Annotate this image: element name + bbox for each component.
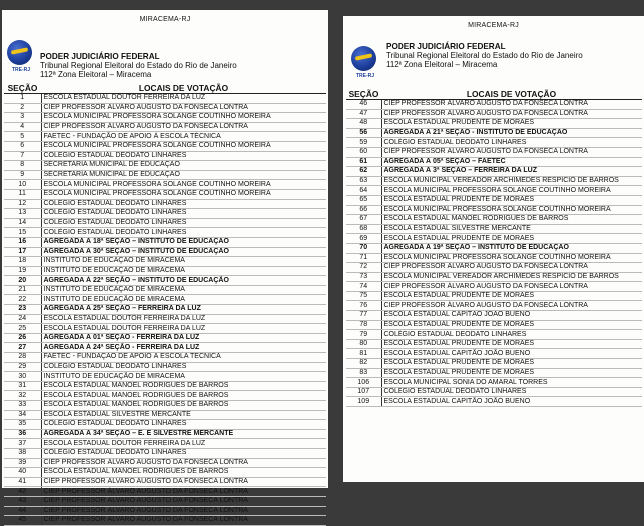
local-cell: AGREGADA À 18ª SEÇÃO – INSTITUTO DE EDUCAÇÃO xyxy=(41,237,326,247)
table-row xyxy=(346,109,642,119)
table-row xyxy=(346,234,642,244)
local-cell: COLÉGIO ESTADUAL DEODATO LINHARES xyxy=(41,420,326,430)
table-row xyxy=(346,397,642,407)
secao-cell: 74 xyxy=(346,282,381,292)
table-row xyxy=(4,381,326,391)
table-row xyxy=(4,439,326,449)
table-row xyxy=(4,113,326,123)
secao-cell: 29 xyxy=(4,362,41,372)
table-row xyxy=(4,141,326,151)
local-cell: COLÉGIO ESTADUAL DEODATO LINHARES xyxy=(41,362,326,372)
secao-cell: 65 xyxy=(346,195,381,205)
table-row xyxy=(4,170,326,180)
local-cell: ESCOLA ESTADUAL MANOEL RODRIGUES DE BARROS xyxy=(41,391,326,401)
secao-cell: 3 xyxy=(4,113,41,123)
local-cell: AGREGADA À 25ª SEÇÃO – FERREIRA DA LUZ xyxy=(41,305,326,315)
table-row xyxy=(4,247,326,257)
local-cell: CIEP PROFESSOR ÁLVARO AUGUSTO DA FONSECA LONTRA xyxy=(41,506,326,516)
table-row xyxy=(346,311,642,321)
table-row xyxy=(4,276,326,286)
local-cell: ESCOLA ESTADUAL DOUTOR FERREIRA DA LUZ xyxy=(41,324,326,334)
local-cell: AGREGADA À 22ª SEÇÃO – INSTITUTO DE EDUCAÇÃO xyxy=(41,276,326,286)
table-row xyxy=(4,429,326,439)
secao-cell: 15 xyxy=(4,228,41,238)
secao-cell: 66 xyxy=(346,205,381,215)
local-cell: ESCOLA ESTADUAL SILVESTRE MERCANTE xyxy=(41,410,326,420)
table-row xyxy=(4,410,326,420)
table-row xyxy=(346,378,642,388)
table-row xyxy=(346,301,642,311)
secao-cell: 80 xyxy=(346,339,381,349)
table-row xyxy=(4,161,326,171)
table-row xyxy=(4,362,326,372)
table-row xyxy=(346,291,642,301)
local-cell: COLÉGIO ESTADUAL DEODATO LINHARES xyxy=(41,228,326,238)
secao-cell: 19 xyxy=(4,266,41,276)
secao-cell: 44 xyxy=(4,506,41,516)
secao-cell: 37 xyxy=(4,439,41,449)
col-header-secao: SEÇÃO xyxy=(346,88,381,100)
table-row xyxy=(346,263,642,273)
secao-cell: 1 xyxy=(4,94,41,104)
local-cell: ESCOLA ESTADUAL MANOEL RODRIGUES DE BARROS xyxy=(41,381,326,391)
header-line1: PODER JUDICIÁRIO FEDERAL xyxy=(40,52,160,61)
table-row xyxy=(346,243,642,253)
secao-cell: 30 xyxy=(4,372,41,382)
table-row xyxy=(346,100,642,110)
local-cell: ESCOLA ESTADUAL PRUDENTE DE MORAES xyxy=(381,359,642,369)
table-row xyxy=(4,516,326,526)
header-line2: Tribunal Regional Eleitoral do Estado do Rio de Janeiro xyxy=(386,51,583,60)
table-row xyxy=(346,339,642,349)
local-cell: AGREGADA À 19ª SEÇÃO – INSTITUTO DE EDUCAÇÃO xyxy=(381,243,642,253)
secao-cell: 27 xyxy=(4,343,41,353)
local-cell: COLÉGIO ESTADUAL DEODATO LINHARES xyxy=(41,199,326,209)
table-row xyxy=(4,372,326,382)
local-cell: SECRETARIA MUNICIPAL DE EDUCAÇÃO xyxy=(41,161,326,171)
local-cell: ESCOLA MUNICIPAL SONIA DO AMARAL TORRES xyxy=(381,378,642,388)
table-row xyxy=(346,282,642,292)
local-cell: ESCOLA MUNICIPAL PROFESSORA SOLANGE COUTINHO MOREIRA xyxy=(381,253,642,263)
secao-cell: 34 xyxy=(4,410,41,420)
secao-cell: 7 xyxy=(4,151,41,161)
secao-cell: 56 xyxy=(346,128,381,138)
local-cell: COLÉGIO ESTADUAL DEODATO LINHARES xyxy=(41,151,326,161)
header-line2: Tribunal Regional Eleitoral do Estado do Rio de Janeiro xyxy=(40,61,237,70)
local-cell: ESCOLA ESTADUAL PRUDENTE DE MORAES xyxy=(381,291,642,301)
local-cell: ESCOLA MUNICIPAL PROFESSORA SOLANGE COUTINHO MOREIRA xyxy=(381,186,642,196)
table-row xyxy=(346,387,642,397)
city-label: MIRACEMA-RJ xyxy=(139,16,191,23)
local-cell: ESCOLA ESTADUAL PRUDENTE DE MORAES xyxy=(381,339,642,349)
local-cell: FAETEC - FUNDAÇÃO DE APOIO À ESCOLA TÉCNICA xyxy=(41,353,326,363)
local-cell: INSTITUTO DE EDUCAÇÃO DE MIRACEMA xyxy=(41,285,326,295)
table-row xyxy=(4,333,326,343)
table-row xyxy=(346,320,642,330)
table-row xyxy=(346,224,642,234)
secao-cell: 109 xyxy=(346,397,381,407)
local-cell: ESCOLA ESTADUAL PRUDENTE DE MORAES xyxy=(381,234,642,244)
secao-cell: 59 xyxy=(346,138,381,148)
table-row xyxy=(4,94,326,104)
table-row xyxy=(4,266,326,276)
local-cell: SECRETARIA MUNICIPAL DE EDUCAÇÃO xyxy=(41,170,326,180)
table-row xyxy=(4,122,326,132)
secao-cell: 26 xyxy=(4,333,41,343)
logo-label: TRE-RJ xyxy=(11,67,31,73)
local-cell: COLÉGIO ESTADUAL DEODATO LINHARES xyxy=(41,209,326,219)
polling-table-left xyxy=(4,82,326,526)
table-row xyxy=(346,186,642,196)
local-cell: CIEP PROFESSOR ÁLVARO AUGUSTO DA FONSECA LONTRA xyxy=(41,487,326,497)
table-row xyxy=(346,368,642,378)
table-row xyxy=(346,157,642,167)
secao-cell: 28 xyxy=(4,353,41,363)
table-row xyxy=(346,119,642,129)
secao-cell: 39 xyxy=(4,458,41,468)
secao-cell: 36 xyxy=(4,429,41,439)
secao-cell: 42 xyxy=(4,487,41,497)
table-row xyxy=(346,359,642,369)
table-row xyxy=(4,199,326,209)
table-row xyxy=(4,228,326,238)
table-row xyxy=(4,343,326,353)
local-cell: ESCOLA MUNICIPAL VEREADOR ARCHIMEDES RESPÍCIO DE BARROS xyxy=(381,176,642,186)
secao-cell: 67 xyxy=(346,215,381,225)
table-row xyxy=(4,180,326,190)
secao-cell: 33 xyxy=(4,401,41,411)
secao-cell: 18 xyxy=(4,257,41,267)
table-row xyxy=(346,253,642,263)
local-cell: AGREGADA À 05ª SEÇÃO – FAETEC xyxy=(381,157,642,167)
table-row xyxy=(4,218,326,228)
secao-cell: 17 xyxy=(4,247,41,257)
col-header-locais: LOCAIS DE VOTAÇÃO xyxy=(41,82,326,94)
secao-cell: 16 xyxy=(4,237,41,247)
header-line3: 112ª Zona Eleitoral – Miracema xyxy=(386,60,498,69)
secao-cell: 25 xyxy=(4,324,41,334)
table-row xyxy=(4,314,326,324)
local-cell: INSTITUTO DE EDUCAÇÃO DE MIRACEMA xyxy=(41,372,326,382)
table-row xyxy=(346,138,642,148)
secao-cell: 24 xyxy=(4,314,41,324)
local-cell: ESCOLA MUNICIPAL PROFESSORA SOLANGE COUTINHO MOREIRA xyxy=(41,113,326,123)
table-row xyxy=(4,103,326,113)
secao-cell: 6 xyxy=(4,141,41,151)
local-cell: ESCOLA ESTADUAL PRUDENTE DE MORAES xyxy=(381,320,642,330)
table-row xyxy=(346,330,642,340)
table-row xyxy=(4,237,326,247)
local-cell: ESCOLA ESTADUAL MANOEL RODRIGUES DE BARROS xyxy=(41,401,326,411)
col-header-locais: LOCAIS DE VOTAÇÃO xyxy=(381,88,642,100)
local-cell: ESCOLA ESTADUAL SILVESTRE MERCANTE xyxy=(381,224,642,234)
header-block xyxy=(386,42,583,69)
secao-cell: 48 xyxy=(346,119,381,129)
table-row xyxy=(4,324,326,334)
table-row xyxy=(4,401,326,411)
local-cell: CIEP PROFESSOR ÁLVARO AUGUSTO DA FONSECA LONTRA xyxy=(41,458,326,468)
table-row xyxy=(346,176,642,186)
table-row xyxy=(4,189,326,199)
local-cell: COLÉGIO ESTADUAL DEODATO LINHARES xyxy=(381,330,642,340)
secao-cell: 22 xyxy=(4,295,41,305)
local-cell: CIEP PROFESSOR ÁLVARO AUGUSTO DA FONSECA LONTRA xyxy=(381,282,642,292)
table-row xyxy=(4,506,326,516)
local-cell: AGREGADA À 21ª SEÇÃO - INSTITUTO DE EDUCAÇÃO xyxy=(381,128,642,138)
local-cell: AGREGADA À 3ª SEÇÃO – FERREIRA DA LUZ xyxy=(381,167,642,177)
secao-cell: 60 xyxy=(346,147,381,157)
secao-cell: 71 xyxy=(346,253,381,263)
local-cell: CIEP PROFESSOR ÁLVARO AUGUSTO DA FONSECA LONTRA xyxy=(41,103,326,113)
secao-cell: 107 xyxy=(346,387,381,397)
logo-label: TRE-RJ xyxy=(355,73,375,79)
local-cell: INSTITUTO DE EDUCAÇÃO DE MIRACEMA xyxy=(41,295,326,305)
secao-cell: 64 xyxy=(346,186,381,196)
secao-cell: 8 xyxy=(4,161,41,171)
secao-cell: 35 xyxy=(4,420,41,430)
local-cell: ESCOLA MUNICIPAL VEREADOR ARCHIMEDES RESPÍCIO DE BARROS xyxy=(381,272,642,282)
local-cell: COLÉGIO ESTADUAL DEODATO LINHARES xyxy=(41,448,326,458)
local-cell: CIEP PROFESSOR ÁLVARO AUGUSTO DA FONSECA LONTRA xyxy=(381,100,642,110)
secao-cell: 81 xyxy=(346,349,381,359)
secao-cell: 69 xyxy=(346,234,381,244)
col-header-secao: SEÇÃO xyxy=(4,82,41,94)
table-row xyxy=(346,349,642,359)
secao-cell: 46 xyxy=(346,100,381,110)
local-cell: AGREGADA À 30ª SEÇÃO – INSTITUTO DE EDUCAÇÃO xyxy=(41,247,326,257)
table-row xyxy=(4,477,326,487)
document-page-left xyxy=(2,10,328,524)
secao-cell: 61 xyxy=(346,157,381,167)
table-row xyxy=(346,128,642,138)
local-cell: COLÉGIO ESTADUAL DEODATO LINHARES xyxy=(41,218,326,228)
header-block xyxy=(40,52,237,79)
secao-cell: 21 xyxy=(4,285,41,295)
local-cell: CIEP PROFESSOR ÁLVARO AUGUSTO DA FONSECA LONTRA xyxy=(41,122,326,132)
secao-cell: 78 xyxy=(346,320,381,330)
table-row xyxy=(4,496,326,506)
local-cell: ESCOLA ESTADUAL MANOEL RODRIGUES DE BARROS xyxy=(381,215,642,225)
secao-cell: 77 xyxy=(346,311,381,321)
secao-cell: 70 xyxy=(346,243,381,253)
local-cell: ESCOLA ESTADUAL DOUTOR FERREIRA DA LUZ xyxy=(41,439,326,449)
local-cell: CIEP PROFESSOR ÁLVARO AUGUSTO DA FONSECA LONTRA xyxy=(381,109,642,119)
local-cell: ESCOLA MUNICIPAL PROFESSORA SOLANGE COUTINHO MOREIRA xyxy=(41,189,326,199)
secao-cell: 79 xyxy=(346,330,381,340)
secao-cell: 9 xyxy=(4,170,41,180)
table-row xyxy=(4,448,326,458)
polling-table-right xyxy=(346,88,642,407)
table-row xyxy=(4,295,326,305)
table-row xyxy=(4,468,326,478)
table-row xyxy=(4,132,326,142)
local-cell: ESCOLA MUNICIPAL PROFESSORA SOLANGE COUTINHO MOREIRA xyxy=(41,141,326,151)
secao-cell: 47 xyxy=(346,109,381,119)
secao-cell: 2 xyxy=(4,103,41,113)
table-row xyxy=(4,151,326,161)
table-row xyxy=(4,285,326,295)
secao-cell: 68 xyxy=(346,224,381,234)
local-cell: ESCOLA ESTADUAL DOUTOR FERREIRA DA LUZ xyxy=(41,94,326,104)
local-cell: AGREGADA À 01ª SEÇÃO - FERREIRA DA LUZ xyxy=(41,333,326,343)
table-row xyxy=(4,420,326,430)
document-page-right xyxy=(343,16,644,482)
local-cell: ESCOLA ESTADUAL MANOEL RODRIGUES DE BARROS xyxy=(41,468,326,478)
table-row xyxy=(4,391,326,401)
table-row xyxy=(4,353,326,363)
secao-cell: 75 xyxy=(346,291,381,301)
secao-cell: 40 xyxy=(4,468,41,478)
secao-cell: 63 xyxy=(346,176,381,186)
secao-cell: 72 xyxy=(346,263,381,273)
local-cell: CIEP PROFESSOR ÁLVARO AUGUSTO DA FONSECA LONTRA xyxy=(41,516,326,526)
city-label: MIRACEMA-RJ xyxy=(468,22,519,29)
secao-cell: 13 xyxy=(4,209,41,219)
secao-cell: 38 xyxy=(4,448,41,458)
secao-cell: 73 xyxy=(346,272,381,282)
secao-cell: 32 xyxy=(4,391,41,401)
table-row xyxy=(4,487,326,497)
table-row xyxy=(346,272,642,282)
secao-cell: 10 xyxy=(4,180,41,190)
local-cell: ESCOLA ESTADUAL CAPITÃO JOÃO BUENO xyxy=(381,311,642,321)
secao-cell: 76 xyxy=(346,301,381,311)
secao-cell: 5 xyxy=(4,132,41,142)
table-row xyxy=(346,205,642,215)
secao-cell: 62 xyxy=(346,167,381,177)
table-row xyxy=(4,257,326,267)
local-cell: CIEP PROFESSOR ÁLVARO AUGUSTO DA FONSECA LONTRA xyxy=(381,301,642,311)
table-header-row xyxy=(4,82,326,94)
local-cell: ESCOLA ESTADUAL PRUDENTE DE MORAES xyxy=(381,195,642,205)
table-row xyxy=(346,147,642,157)
local-cell: CIEP PROFESSOR ÁLVARO AUGUSTO DA FONSECA LONTRA xyxy=(381,147,642,157)
local-cell: ESCOLA ESTADUAL PRUDENTE DE MORAES xyxy=(381,368,642,378)
header-line3: 112ª Zona Eleitoral – Miracema xyxy=(40,70,152,79)
local-cell: ESCOLA MUNICIPAL PROFESSORA SOLANGE COUTINHO MOREIRA xyxy=(41,180,326,190)
secao-cell: 82 xyxy=(346,359,381,369)
local-cell: CIEP PROFESSOR ÁLVARO AUGUSTO DA FONSECA LONTRA xyxy=(381,263,642,273)
secao-cell: 43 xyxy=(4,496,41,506)
local-cell: FAETEC - FUNDAÇÃO DE APOIO À ESCOLA TÉCNICA xyxy=(41,132,326,142)
local-cell: AGREGADA À 34ª SEÇÃO – E. E SILVESTRE MERCANTE xyxy=(41,429,326,439)
secao-cell: 31 xyxy=(4,381,41,391)
table-row xyxy=(4,209,326,219)
local-cell: CIEP PROFESSOR ÁLVARO AUGUSTO DA FONSECA LONTRA xyxy=(41,496,326,506)
local-cell: INSTITUTO DE EDUCAÇÃO DE MIRACEMA xyxy=(41,257,326,267)
table-row xyxy=(346,195,642,205)
secao-cell: 41 xyxy=(4,477,41,487)
local-cell: CIEP PROFESSOR ÁLVARO AUGUSTO DA FONSECA LONTRA xyxy=(41,477,326,487)
local-cell: ESCOLA ESTADUAL DOUTOR FERREIRA DA LUZ xyxy=(41,314,326,324)
header-line1: PODER JUDICIÁRIO FEDERAL xyxy=(386,42,506,51)
secao-cell: 11 xyxy=(4,189,41,199)
secao-cell: 20 xyxy=(4,276,41,286)
secao-cell: 23 xyxy=(4,305,41,315)
local-cell: COLÉGIO ESTADUAL DEODATO LINHARES xyxy=(381,138,642,148)
secao-cell: 12 xyxy=(4,199,41,209)
table-row xyxy=(346,215,642,225)
local-cell: ESCOLA ESTADUAL CAPITÃO JOÃO BUENO xyxy=(381,397,642,407)
local-cell: ESCOLA ESTADUAL PRUDENTE DE MORAES xyxy=(381,119,642,129)
local-cell: COLÉGIO ESTADUAL DEODATO LINHARES xyxy=(381,387,642,397)
secao-cell: 4 xyxy=(4,122,41,132)
local-cell: INSTITUTO DE EDUCAÇÃO DE MIRACEMA xyxy=(41,266,326,276)
table-row xyxy=(346,167,642,177)
table-row xyxy=(4,458,326,468)
local-cell: ESCOLA ESTADUAL CAPITÃO JOÃO BUENO xyxy=(381,349,642,359)
secao-cell: 106 xyxy=(346,378,381,388)
secao-cell: 14 xyxy=(4,218,41,228)
table-header-row xyxy=(346,88,642,100)
secao-cell: 83 xyxy=(346,368,381,378)
local-cell: ESCOLA MUNICIPAL PROFESSORA SOLANGE COUTINHO MOREIRA xyxy=(381,205,642,215)
table-row xyxy=(4,305,326,315)
secao-cell: 45 xyxy=(4,516,41,526)
local-cell: AGREGADA À 24ª SEÇÃO - FERREIRA DA LUZ xyxy=(41,343,326,353)
